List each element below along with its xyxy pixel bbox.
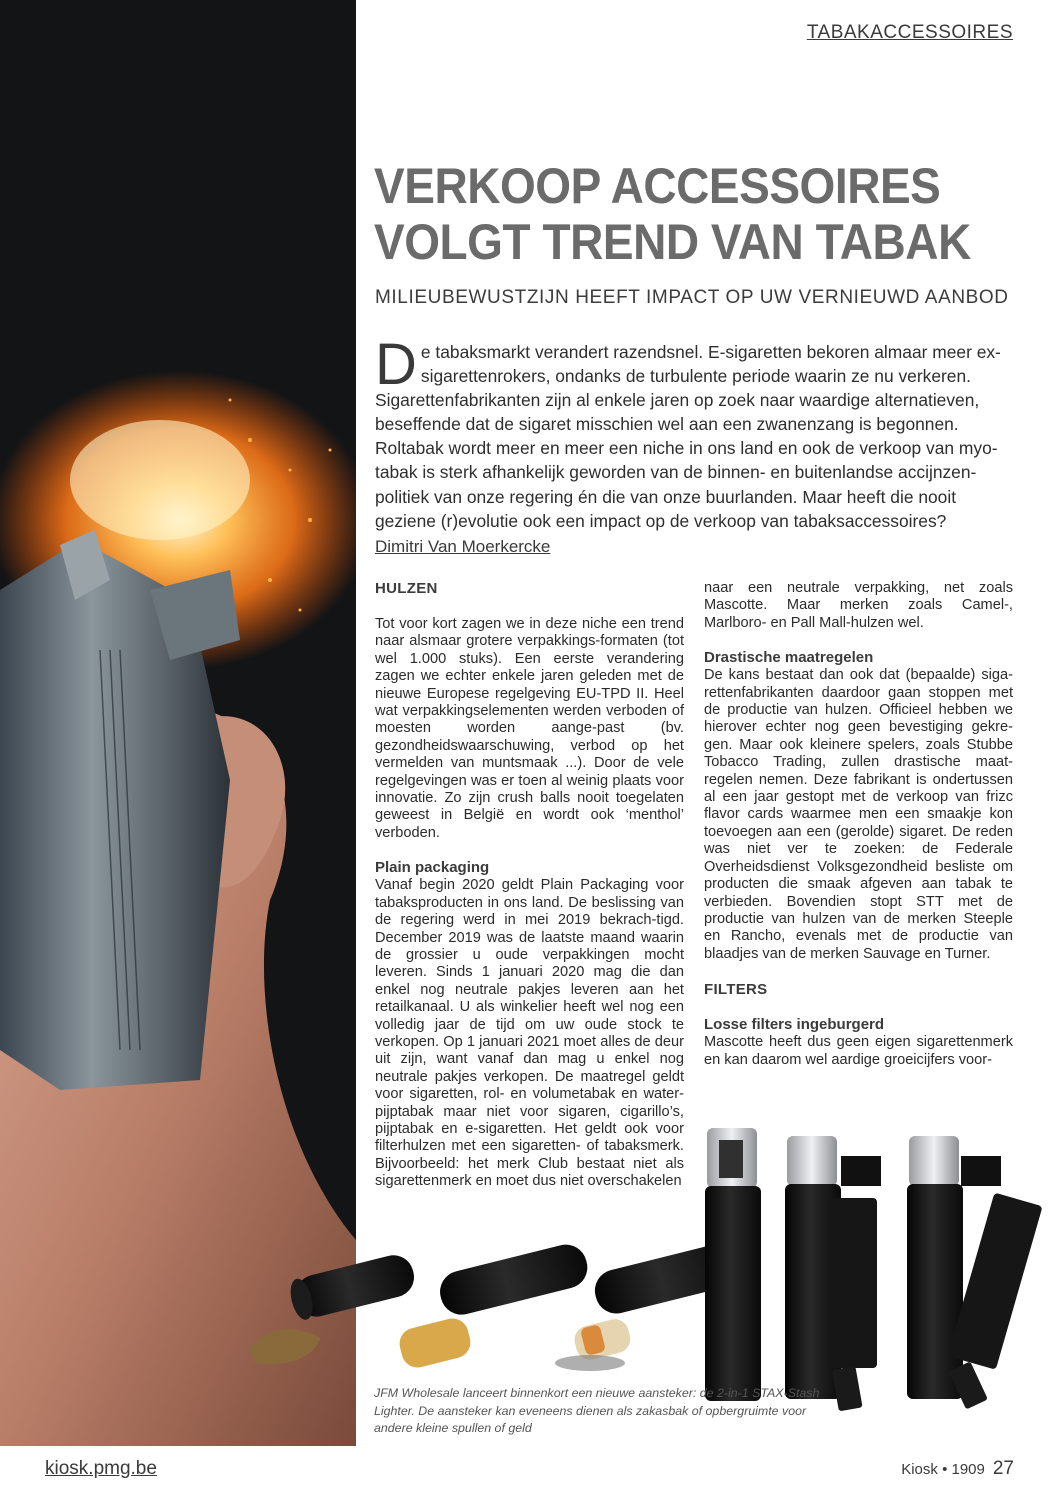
lead-text: e tabaksmarkt verandert razendsnel. E-sigaretten bekoren almaar meer ex-sigarettenrokers, ondanks de turbulente periode waarin ze nu verkeren. Sigarettenfabrikanten zijn al enkele jaren op zoek naar waardige alternatieven, beseffende dat de sigaret misschien wel aan een zwanenzang is begonnen. Roltabak wordt meer en meer een niche in ons land en ook de verkoop van myo-tabak is sterk afhankelijk geworden van de binnen- en buitenlandse accijnzen-politiek van onze regering én die van onze buurlanden. Maar heeft die nooit geziene (r)evolutie ook een impact op de verkoop van tabaksaccessoires? bbox=[375, 342, 1001, 531]
paragraph-hulzen: Tot voor kort zagen we in deze niche een trend naar alsmaar grotere verpakkings-formaten (tot wel 1.000 stuks). Een eerste verandering zagen we echter enkele jaren geleden met de nieuwe Europese regelgeving EU-TPD II. Heel wat verpakkingselementen werden verboden of moesten worden aange-past (bv. gezondheidswaarschuwing, verbod op het vermelden van muntsmaak ...). Door de vele regelgevingen was er toen al weinig plaats voor innovatie. Zo zijn crush balls nooit toegelaten geweest in België en wordt ook ‘menthol’ verboden. bbox=[375, 616, 684, 841]
heading-drastische-maatregelen: Drastische maatregelen bbox=[704, 649, 874, 667]
article-subheadline: MILIEUBEWUSTZIJN HEEFT IMPACT OP UW VERNIEUWD AANBOD bbox=[375, 287, 1009, 308]
paragraph-drastische-maatregelen: De kans bestaat dan ook dat (bepaalde) siga-rettenfabrikanten daardoor gaan stoppen met de productie van hulzen. Officieel hebben we hierover echter nog geen bevestiging gekre-gen. Maar ook kleinere spelers, zoals Stubbe Tobacco Trading, zullen drastische maat-regelen nemen. Deze fabrikant is ondertussen al een jaar gestopt met de verkoop van frizc flavor cards waarmee men een smaakje kon toevoegen aan een (gerolde) sigaret. De reden was niet ver te zoeken: de Federale Overheidsdienst Volksgezondheid besliste om producten die smaak afgeven aan tabak te verbieden. Bovendien stopt STT met de productie van hulzen van de merken Steeple en Rancho, evenals met de productie van blaadjes van de merken Sauvage en Turner. bbox=[704, 667, 1013, 962]
article-lead bbox=[375, 332, 1015, 533]
article-column-2 bbox=[704, 580, 1013, 1069]
paragraph-plain-packaging: Vanaf begin 2020 geldt Plain Packaging voor tabaksproducten in ons land. De beslissing van de regering werd in mei 2019 bekrach-tigd. December 2019 was de laatste maand waarin de grossier u oude verpakkingen mocht leveren. Sinds 1 januari 2020 mag die dan enkel nog neutrale pakjes leveren aan het retailkanaal. U als winkelier heeft wel nog een volledig jaar de tijd om uw oude stock te verkopen. Op 1 januari 2021 moet alles de deur uit zijn, want vanaf dan mag u enkel nog neutrale pakjes verkopen. De maatregel geldt voor sigaretten, rol- en volumetabak en water-pijptabak maar niet voor sigaren, cigarillo’s, pijptabak en e-sigaretten. Het geldt ook voor filterhulzen met een sigaretten- of tabaksmerk. Bijvoorbeeld: het merk Club bestaat niet als sigarettenmerk en moet dus niet overschakelen bbox=[375, 877, 684, 1190]
heading-losse-filters: Losse filters ingeburgerd bbox=[704, 1016, 885, 1034]
stash-lighter-products bbox=[245, 1118, 1058, 1418]
image-caption: JFM Wholesale lanceert binnenkort een nieuwe aansteker: de 2-in-1 STAX-Stash Lighter. De aansteker kan eveneens dienen als zakasbak of opbergruimte voor andere kleine spullen of geld bbox=[374, 1386, 820, 1435]
article-headline bbox=[374, 158, 981, 270]
heading-plain-packaging: Plain packaging bbox=[375, 859, 490, 877]
drop-cap: D bbox=[375, 332, 417, 397]
headline-line-1: VERKOOP ACCESSOIRES bbox=[374, 158, 941, 214]
author-byline: Dimitri Van Moerkercke bbox=[375, 537, 551, 556]
section-tag: TABAKACCESSOIRES bbox=[806, 22, 1013, 43]
article-column-1 bbox=[375, 580, 684, 1191]
footer-website-link[interactable]: kiosk.pmg.be bbox=[45, 1458, 157, 1479]
paragraph-continuation: naar een neutrale verpakking, net zoals Mascotte. Maar merken zoals Camel-, Marlboro- en Pall Mall-hulzen wel. bbox=[704, 580, 1013, 631]
headline-line-2: VOLGT TREND VAN TABAK bbox=[374, 214, 971, 270]
heading-hulzen: HULZEN bbox=[375, 580, 438, 597]
heading-filters: FILTERS bbox=[704, 981, 768, 999]
products-illustration bbox=[245, 1118, 1058, 1418]
issue-label: Kiosk • 1909 bbox=[901, 1461, 985, 1478]
paragraph-losse-filters: Mascotte heeft dus geen eigen sigarettenmerk en kan daarom wel aardige groeicijfers voor- bbox=[704, 1034, 1013, 1068]
page-number: 27 bbox=[992, 1458, 1014, 1479]
footer-issue bbox=[901, 1458, 1014, 1480]
